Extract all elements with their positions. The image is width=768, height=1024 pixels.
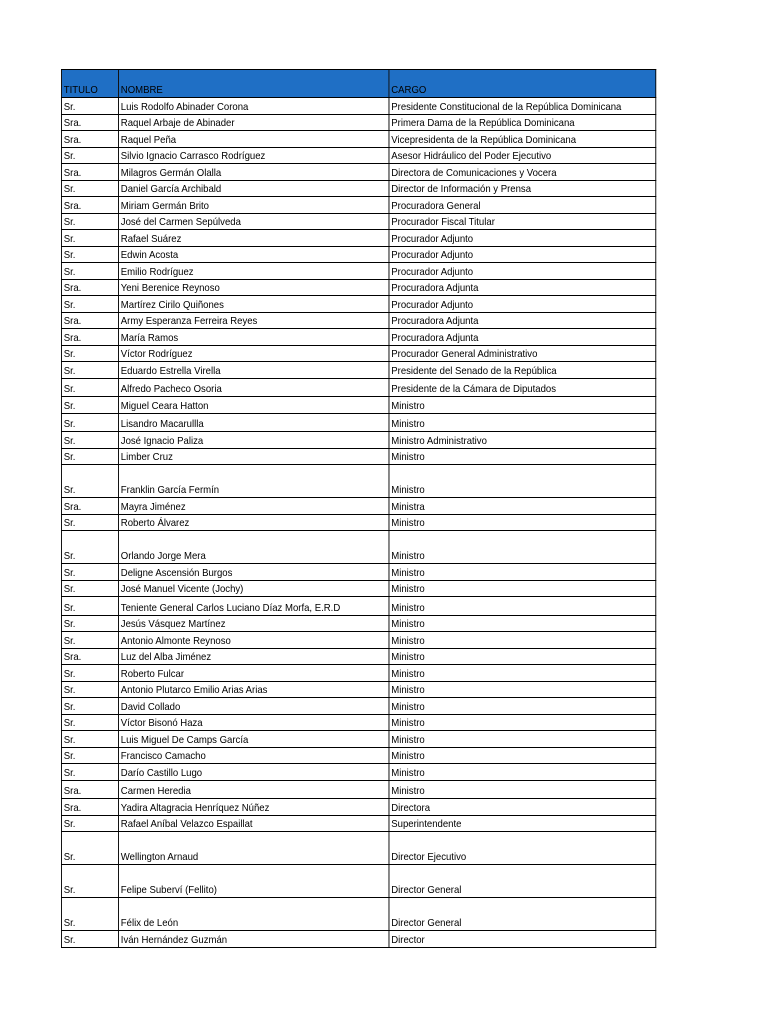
cell-nombre: Roberto Álvarez	[119, 514, 389, 531]
cell-cargo: Ministro	[389, 564, 656, 581]
cell-titulo: Sr.	[61, 378, 118, 397]
table-row	[61, 98, 655, 115]
cell-nombre: Felipe Suberví (Fellito)	[119, 865, 389, 898]
cell-titulo: Sr.	[61, 580, 118, 597]
cell-titulo: Sr.	[61, 98, 118, 115]
table-row	[61, 413, 655, 432]
cell-cargo: Ministro	[389, 764, 656, 781]
cell-cargo: Ministro	[389, 397, 656, 414]
cell-cargo: Ministro	[389, 731, 656, 748]
cell-nombre: Luz del Alba Jiménez	[119, 648, 389, 665]
cell-titulo: Sr.	[61, 698, 118, 715]
cell-nombre: Limber Cruz	[119, 448, 389, 465]
cell-cargo: Procurador Adjunto	[389, 296, 656, 313]
cell-nombre: Antonio Plutarco Emilio Arias Arias	[119, 681, 389, 698]
cell-titulo: Sr.	[61, 665, 118, 682]
cell-titulo: Sr.	[61, 747, 118, 764]
cell-titulo: Sr.	[61, 448, 118, 465]
cell-nombre: Emilio Rodríguez	[119, 263, 389, 280]
table-row	[61, 213, 655, 230]
table-row	[61, 246, 655, 263]
column-header-cargo: CARGO	[389, 70, 656, 98]
cell-nombre: Teniente General Carlos Luciano Díaz Morfa, E.R.D	[119, 597, 389, 616]
cell-cargo: Director General	[389, 898, 656, 931]
cell-nombre: Iván Hernández Guzmán	[119, 931, 389, 948]
column-header-titulo: TITULO	[61, 70, 118, 98]
cell-nombre: Jesús Vásquez Martínez	[119, 615, 389, 632]
table-row	[61, 865, 655, 898]
cell-cargo: Procuradora Adjunta	[389, 279, 656, 296]
cell-cargo: Ministro	[389, 465, 656, 498]
cell-nombre: María Ramos	[119, 329, 389, 346]
table-row	[61, 514, 655, 531]
cell-nombre: Mayra Jiménez	[119, 498, 389, 515]
cell-titulo: Sr.	[61, 213, 118, 230]
table-row	[61, 397, 655, 414]
cell-titulo: Sr.	[61, 432, 118, 449]
cell-nombre: Carmen Heredia	[119, 780, 389, 799]
table-row	[61, 498, 655, 515]
cell-nombre: Eduardo Estrella Virella	[119, 362, 389, 379]
cell-titulo: Sra.	[61, 131, 118, 148]
cell-cargo: Asesor Hidráulico del Poder Ejecutivo	[389, 147, 656, 164]
cell-cargo: Superintendente	[389, 815, 656, 832]
table-row	[61, 131, 655, 148]
cell-titulo: Sra.	[61, 799, 118, 816]
cell-nombre: Francisco Camacho	[119, 747, 389, 764]
table-row	[61, 378, 655, 397]
cell-cargo: Ministro	[389, 615, 656, 632]
table-row	[61, 731, 655, 748]
cell-cargo: Ministro	[389, 514, 656, 531]
cell-cargo: Presidente de la Cámara de Diputados	[389, 378, 656, 397]
cell-titulo: Sr.	[61, 465, 118, 498]
cell-cargo: Ministro	[389, 698, 656, 715]
cell-nombre: David Collado	[119, 698, 389, 715]
cell-titulo: Sr.	[61, 147, 118, 164]
cell-titulo: Sr.	[61, 731, 118, 748]
table-row	[61, 345, 655, 362]
cell-cargo: Ministro Administrativo	[389, 432, 656, 449]
table-row	[61, 681, 655, 698]
cell-nombre: José Ignacio Paliza	[119, 432, 389, 449]
cell-titulo: Sra.	[61, 780, 118, 799]
cell-nombre: Army Esperanza Ferreira Reyes	[119, 312, 389, 329]
cell-nombre: Raquel Peña	[119, 131, 389, 148]
cell-cargo: Ministro	[389, 747, 656, 764]
cell-nombre: Félix de León	[119, 898, 389, 931]
cell-titulo: Sra.	[61, 279, 118, 296]
table-row	[61, 114, 655, 131]
table-row	[61, 230, 655, 247]
table-row	[61, 580, 655, 597]
cell-cargo: Procurador Adjunto	[389, 263, 656, 280]
cell-cargo: Director de Información y Prensa	[389, 180, 656, 197]
table-row	[61, 832, 655, 865]
cell-nombre: Orlando Jorge Mera	[119, 531, 389, 564]
cell-nombre: Miriam Germán Brito	[119, 197, 389, 214]
cell-titulo: Sr.	[61, 246, 118, 263]
cell-nombre: Lisandro Macarullla	[119, 413, 389, 432]
cell-nombre: Franklin García Fermín	[119, 465, 389, 498]
table-row	[61, 180, 655, 197]
cell-cargo: Director General	[389, 865, 656, 898]
cell-cargo: Ministro	[389, 448, 656, 465]
cell-titulo: Sr.	[61, 531, 118, 564]
header-row	[61, 70, 655, 98]
cell-nombre: Milagros Germán Olalla	[119, 164, 389, 181]
cell-titulo: Sr.	[61, 815, 118, 832]
table-row	[61, 296, 655, 313]
cell-nombre: Yeni Berenice Reynoso	[119, 279, 389, 296]
cell-titulo: Sr.	[61, 832, 118, 865]
cell-titulo: Sra.	[61, 164, 118, 181]
cell-titulo: Sr.	[61, 397, 118, 414]
cell-titulo: Sr.	[61, 345, 118, 362]
cell-nombre: Roberto Fulcar	[119, 665, 389, 682]
cell-cargo: Ministra	[389, 498, 656, 515]
cell-titulo: Sr.	[61, 597, 118, 616]
table-row	[61, 714, 655, 731]
cell-nombre: Antonio Almonte Reynoso	[119, 632, 389, 649]
cell-nombre: Deligne Ascensión Burgos	[119, 564, 389, 581]
cell-cargo: Directora	[389, 799, 656, 816]
cell-nombre: Martírez Cirilo Quiñones	[119, 296, 389, 313]
cell-titulo: Sr.	[61, 413, 118, 432]
cell-nombre: Raquel Arbaje de Abinader	[119, 114, 389, 131]
cell-nombre: Daniel García Archibald	[119, 180, 389, 197]
table-row	[61, 780, 655, 799]
cell-titulo: Sr.	[61, 714, 118, 731]
table-row	[61, 799, 655, 816]
table-row	[61, 665, 655, 682]
cell-cargo: Ministro	[389, 597, 656, 616]
cell-titulo: Sr.	[61, 514, 118, 531]
table-row	[61, 931, 655, 948]
cell-titulo: Sr.	[61, 865, 118, 898]
table-row	[61, 747, 655, 764]
table-row	[61, 564, 655, 581]
cell-nombre: Víctor Bisonó Haza	[119, 714, 389, 731]
table-row	[61, 312, 655, 329]
cell-cargo: Procurador Adjunto	[389, 246, 656, 263]
cell-titulo: Sra.	[61, 114, 118, 131]
table-row	[61, 815, 655, 832]
cell-titulo: Sr.	[61, 362, 118, 379]
cell-titulo: Sr.	[61, 681, 118, 698]
cell-cargo: Procuradora Adjunta	[389, 312, 656, 329]
table-row	[61, 197, 655, 214]
table-row	[61, 615, 655, 632]
cell-titulo: Sr.	[61, 230, 118, 247]
cell-cargo: Director	[389, 931, 656, 948]
cell-cargo: Ministro	[389, 632, 656, 649]
table-row	[61, 263, 655, 280]
cell-cargo: Director Ejecutivo	[389, 832, 656, 865]
table-row	[61, 448, 655, 465]
table-row	[61, 164, 655, 181]
cell-titulo: Sr.	[61, 615, 118, 632]
cell-titulo: Sr.	[61, 931, 118, 948]
table-row	[61, 632, 655, 649]
table-row	[61, 648, 655, 665]
cell-nombre: Silvio Ignacio Carrasco Rodríguez	[119, 147, 389, 164]
cell-titulo: Sr.	[61, 632, 118, 649]
table-row	[61, 597, 655, 616]
table-row	[61, 898, 655, 931]
cell-titulo: Sra.	[61, 197, 118, 214]
cell-cargo: Directora de Comunicaciones y Vocera	[389, 164, 656, 181]
officials-table	[61, 69, 656, 948]
cell-nombre: Alfredo Pacheco Osoria	[119, 378, 389, 397]
cell-cargo: Ministro	[389, 681, 656, 698]
table-row	[61, 329, 655, 346]
cell-titulo: Sr.	[61, 898, 118, 931]
cell-cargo: Ministro	[389, 648, 656, 665]
cell-cargo: Procuradora General	[389, 197, 656, 214]
cell-nombre: José Manuel Vicente (Jochy)	[119, 580, 389, 597]
cell-cargo: Ministro	[389, 665, 656, 682]
cell-titulo: Sra.	[61, 648, 118, 665]
cell-cargo: Presidente Constitucional de la República Dominicana	[389, 98, 656, 115]
table-row	[61, 432, 655, 449]
cell-cargo: Procuradora Adjunta	[389, 329, 656, 346]
table-row	[61, 698, 655, 715]
cell-cargo: Ministro	[389, 780, 656, 799]
cell-titulo: Sra.	[61, 312, 118, 329]
cell-titulo: Sr.	[61, 180, 118, 197]
column-header-nombre: NOMBRE	[119, 70, 389, 98]
cell-cargo: Procurador Fiscal Titular	[389, 213, 656, 230]
table-row	[61, 362, 655, 379]
cell-cargo: Presidente del Senado de la República	[389, 362, 656, 379]
cell-nombre: Edwin Acosta	[119, 246, 389, 263]
cell-titulo: Sr.	[61, 296, 118, 313]
cell-titulo: Sra.	[61, 329, 118, 346]
cell-nombre: Víctor Rodríguez	[119, 345, 389, 362]
cell-nombre: Yadira Altagracia Henríquez Núñez	[119, 799, 389, 816]
table-row	[61, 279, 655, 296]
table-row	[61, 465, 655, 498]
table-body	[61, 98, 655, 948]
cell-cargo: Ministro	[389, 580, 656, 597]
cell-nombre: Luis Rodolfo Abinader Corona	[119, 98, 389, 115]
cell-nombre: Rafael Suárez	[119, 230, 389, 247]
cell-cargo: Ministro	[389, 531, 656, 564]
cell-titulo: Sr.	[61, 764, 118, 781]
cell-cargo: Primera Dama de la República Dominicana	[389, 114, 656, 131]
cell-cargo: Vicepresidenta de la República Dominicana	[389, 131, 656, 148]
cell-nombre: Luis Miguel De Camps García	[119, 731, 389, 748]
table-row	[61, 764, 655, 781]
cell-titulo: Sr.	[61, 564, 118, 581]
table-row	[61, 531, 655, 564]
cell-nombre: Rafael Aníbal Velazco Espaillat	[119, 815, 389, 832]
cell-nombre: Darío Castillo Lugo	[119, 764, 389, 781]
cell-titulo: Sra.	[61, 498, 118, 515]
cell-nombre: Miguel Ceara Hatton	[119, 397, 389, 414]
cell-nombre: Wellington Arnaud	[119, 832, 389, 865]
cell-cargo: Procurador Adjunto	[389, 230, 656, 247]
table-row	[61, 147, 655, 164]
cell-nombre: José del Carmen Sepúlveda	[119, 213, 389, 230]
cell-cargo: Procurador General Administrativo	[389, 345, 656, 362]
cell-cargo: Ministro	[389, 714, 656, 731]
cell-titulo: Sr.	[61, 263, 118, 280]
cell-cargo: Ministro	[389, 413, 656, 432]
